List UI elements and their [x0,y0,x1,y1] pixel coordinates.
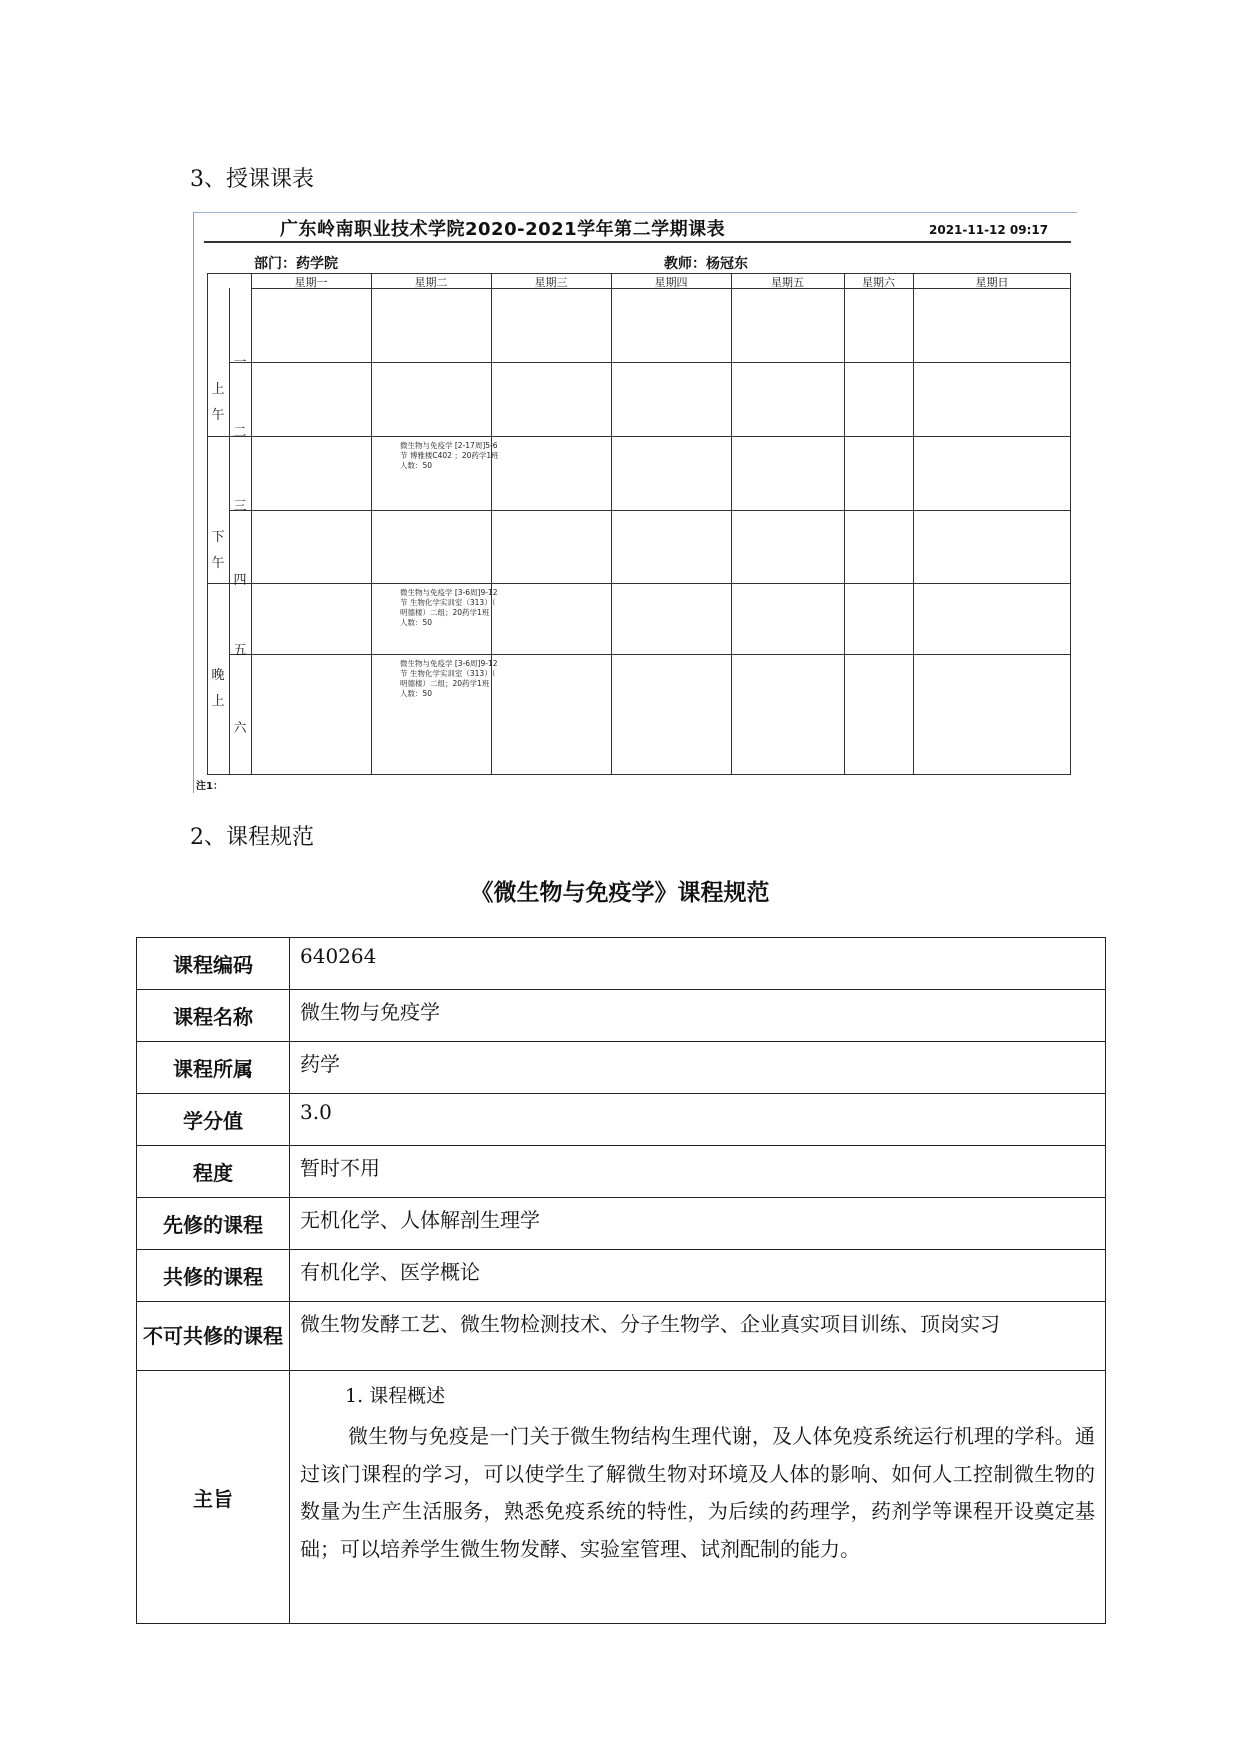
schedule-entry-tue-period3: 微生物与免疫学 [2-17周]5-6 节 博雅楼C402 ；20药学1班 人数：50 [400,441,499,470]
spec-label: 课程所属 [137,1042,290,1094]
spec-value: 微生物发酵工艺、微生物检测技术、分子生物学、企业真实项目训练、顶岗实习 [290,1302,1106,1371]
schedule-entry-tue-period6: 微生物与免疫学 [3-6周]9-12 节 生物化学实训室（313）（ 明德楼）二组；20药学1班 人数：50 [400,659,498,698]
session-label-evening: 晚 上 [211,668,225,709]
spec-row [137,1094,1106,1146]
spec-row [137,1302,1106,1371]
day-header-fri: 星期五 [771,276,804,289]
schedule-teacher: 教师：杨冠东 [664,256,748,272]
schedule-image [193,212,1077,793]
schedule-title: 广东岭南职业技术学院2020-2021学年第二学期课表 [280,219,726,240]
spec-label: 共修的课程 [137,1250,290,1302]
schedule-entry-tue-period5: 微生物与免疫学 [3-6周]9-12 节 生物化学实训室（313）（ 明德楼）二组；20药学1班 人数：50 [400,588,498,627]
schedule-title-rule [204,241,1071,243]
spec-row [137,990,1106,1042]
spec-row [137,938,1106,990]
spec-row [137,1198,1106,1250]
schedule-note: 注1： [196,781,223,792]
spec-label-purpose: 主旨 [137,1371,290,1624]
spec-row [137,1250,1106,1302]
section-heading-schedule: 3、授课课表 [190,167,314,192]
course-title: 《微生物与免疫学》课程规范 [470,880,770,906]
spec-value: 无机化学、人体解剖生理学 [290,1198,1106,1250]
purpose-subheading: 1. 课程概述 [345,1385,446,1407]
spec-value: 暂时不用 [290,1146,1106,1198]
day-header-sat: 星期六 [862,276,895,289]
day-header-wed: 星期三 [534,276,568,289]
spec-row-purpose [137,1371,1106,1624]
spec-value: 3.0 [290,1094,1106,1146]
day-header-tue: 星期二 [414,276,448,289]
day-header-thu: 星期四 [654,276,688,289]
spec-label: 先修的课程 [137,1198,290,1250]
period-label-1: 一 [233,355,247,370]
schedule-grid-lines [207,273,1071,775]
session-label-afternoon: 下 午 [211,530,225,571]
day-header-sun: 星期日 [975,276,1009,289]
section-heading-standard: 2、课程规范 [190,825,314,850]
period-label-5: 五 [233,643,247,658]
schedule-department: 部门：药学院 [254,256,338,272]
spec-value: 药学 [290,1042,1106,1094]
spec-value-purpose [290,1371,1106,1624]
spec-row [137,1146,1106,1198]
spec-label: 课程名称 [137,990,290,1042]
spec-label: 程度 [137,1146,290,1198]
period-label-2: 二 [233,425,247,440]
spec-value: 微生物与免疫学 [290,990,1106,1042]
schedule-timestamp: 2021-11-12 09:17 [929,223,1049,237]
course-spec-table [136,937,1106,1624]
period-label-4: 四 [233,573,247,588]
spec-row [137,1042,1106,1094]
spec-label: 课程编码 [137,938,290,990]
day-header-mon: 星期一 [294,276,328,289]
period-label-3: 三 [233,499,247,514]
period-label-6: 六 [233,721,247,736]
purpose-paragraph: 微生物与免疫是一门关于微生物结构生理代谢，及人体免疫系统运行机理的学科。通过该门课程的学习，可以使学生了解微生物对环境及人体的影响、如何人工控制微生物的数量为生产生活服务，熟悉免疫系统的特性，为后续的药理学，药剂学等课程开设奠定基础；可以培养学生微生物发酵、实验室管理、试剂配制的能力。 [300,1424,1095,1561]
spec-value: 640264 [290,938,1106,990]
spec-label: 学分值 [137,1094,290,1146]
spec-label: 不可共修的课程 [137,1302,290,1371]
schedule-grid [207,273,1071,775]
session-label-morning: 上 午 [211,382,225,423]
spec-value: 有机化学、医学概论 [290,1250,1106,1302]
